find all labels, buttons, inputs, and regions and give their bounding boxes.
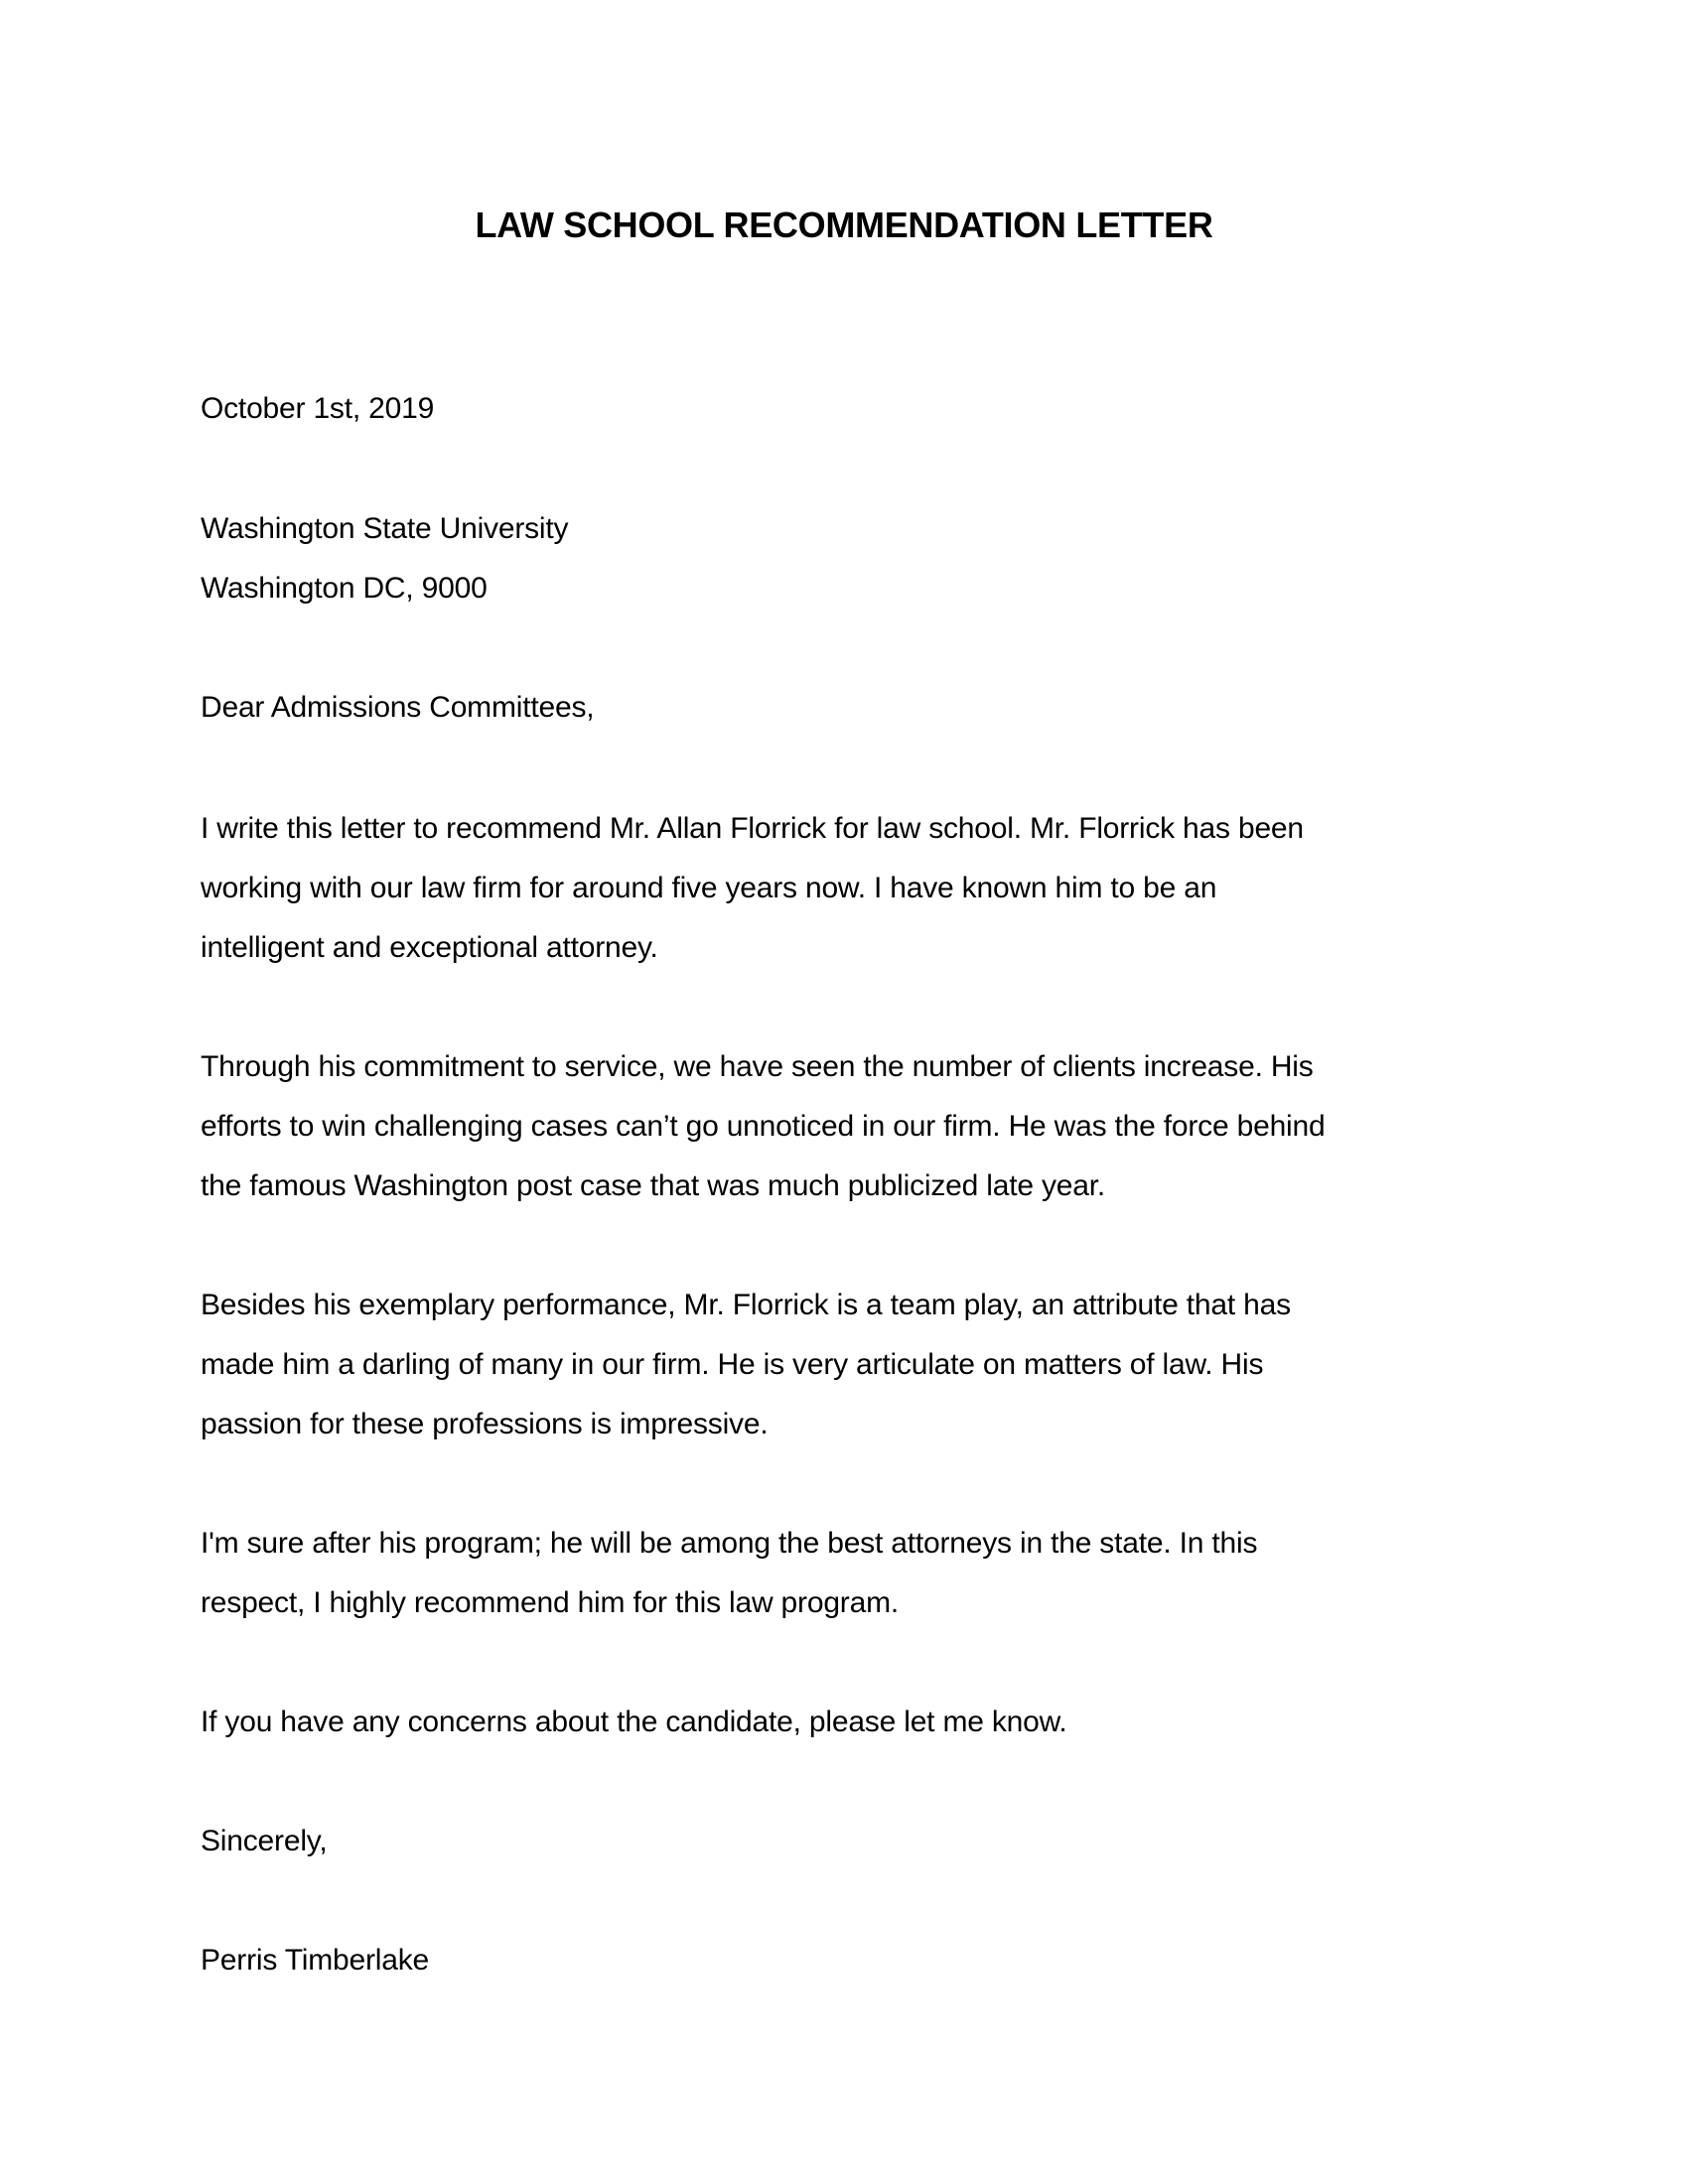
paragraph-line: Besides his exemplary performance, Mr. Florrick is a team play, an attribute that has [201, 1289, 1291, 1321]
closing-text: Sincerely, [201, 1825, 328, 1857]
paragraph-line: I'm sure after his program; he will be among the best attorneys in the state. In this [201, 1527, 1258, 1560]
paragraph-5 [201, 1693, 1491, 1752]
paragraph-line: If you have any concerns about the candidate, please let me know. [201, 1706, 1067, 1738]
paragraph-line: the famous Washington post case that was much publicized late year. [201, 1169, 1105, 1202]
paragraph-line: respect, I highly recommend him for this law program. [201, 1586, 899, 1619]
paragraph-line: working with our law firm for around five years now. I have known him to be an [201, 872, 1217, 904]
closing [201, 1812, 1491, 1871]
letter-date [201, 379, 1491, 439]
paragraph-line: made him a darling of many in our firm. He is very articulate on matters of law. His [201, 1348, 1264, 1381]
date-text: October 1st, 2019 [201, 392, 435, 425]
paragraph-line: passion for these professions is impressive. [201, 1408, 769, 1440]
paragraph-line: efforts to win challenging cases can’t go unnoticed in our firm. He was the force behind [201, 1110, 1326, 1143]
paragraph-line: intelligent and exceptional attorney. [201, 931, 658, 964]
document-title: LAW SCHOOL RECOMMENDATION LETTER [475, 205, 1213, 245]
recipient-line-2: Washington DC, 9000 [201, 572, 488, 605]
paragraph-2 [201, 1037, 1491, 1216]
signature [201, 1931, 1491, 1990]
salutation [201, 678, 1491, 738]
paragraph-3 [201, 1276, 1491, 1454]
salutation-text: Dear Admissions Committees, [201, 691, 595, 724]
paragraph-line: Through his commitment to service, we have seen the number of clients increase. His [201, 1050, 1314, 1083]
signature-name: Perris Timberlake [201, 1944, 429, 1977]
recipient-line-1: Washington State University [201, 512, 569, 545]
recipient-address [201, 499, 1491, 618]
paragraph-4 [201, 1514, 1491, 1633]
paragraph-1 [201, 799, 1491, 978]
paragraph-line: I write this letter to recommend Mr. Allan Florrick for law school. Mr. Florrick has been [201, 812, 1304, 845]
